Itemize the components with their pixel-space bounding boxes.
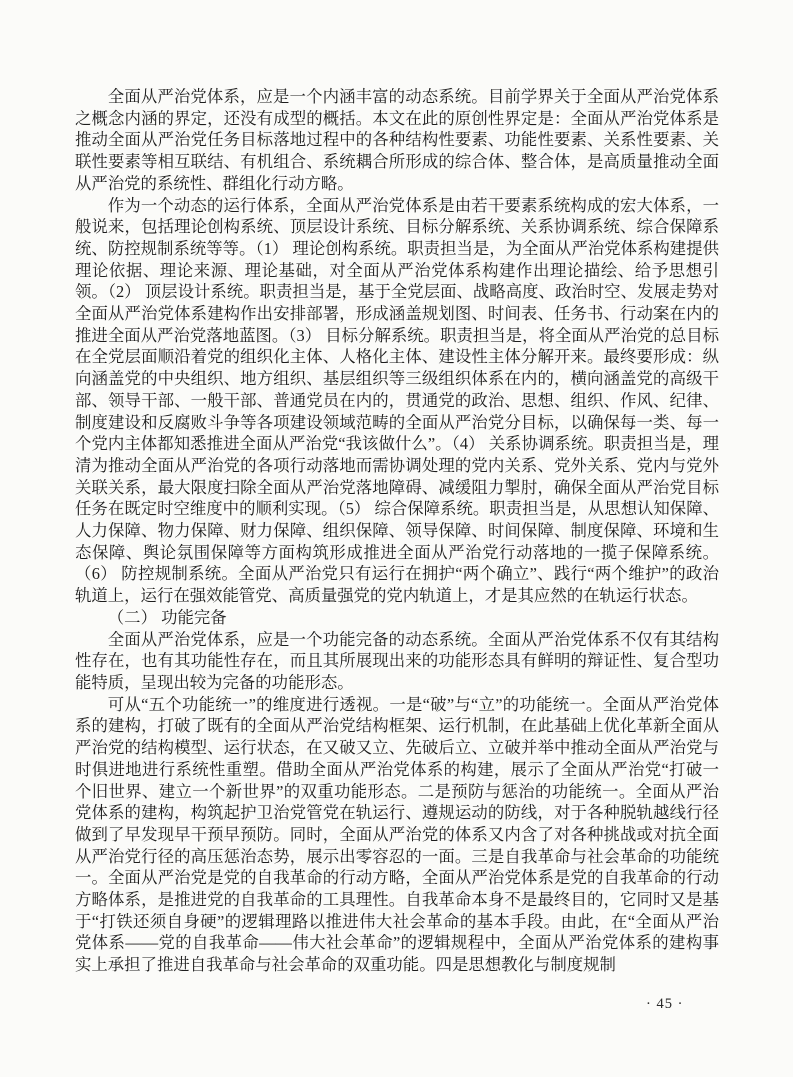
paragraph-five-unities: 可从“五个功能统一”的维度进行透视。一是“破”与“立”的功能统一。全面从严治党体系的建构，打破了既有的全面从严治党结构框架、运行机制，在此基础上优化革新全面从严治党的结构模型、运行状态，在又破又立、先破后立、立破并举中推动全面从严治党与时俱进地进行系统性重塑。借助全面从严治党体系的构建，展示了全面从严治党“打破一个旧世界、建立一个新世界”的双重功能形态。二是预防与惩治的功能统一。全面从严治党体系的建构，构筑起护卫治党管党在轨运行、遵规运动的防线，对于各种脱轨越线行径做到了早发现早干预早预防。同时，全面从严治党的体系又内含了对各种挑战或对抗全面从严治党行径的高压惩治态势，展示出零容忍的一面。三是自我革命与社会革命的功能统一。全面从严治党是党的自我革命的行动方略，全面从严治党体系是党的自我革命的行动方略体系，是推进党的自我革命的工具理性。自我革命本身不是最终目的，它同时又是基于“打铁还须自身硬”的逻辑理路以推进伟大社会革命的基本手段。由此，在“全面从严治党体系——党的自我革命——伟大社会革命”的逻辑规程中，全面从严治党体系的建构事实上承担了推进自我革命与社会革命的双重功能。四是思想教化与制度规制 xyxy=(75,694,719,975)
page-number: · 45 · xyxy=(646,996,684,1012)
body-text-block xyxy=(75,86,719,976)
paragraph-systems: 作为一个动态的运行体系，全面从严治党体系是由若干要素系统构成的宏大体系，一般说来，包括理论创构系统、顶层设计系统、目标分解系统、关系协调系统、综合保障系统、防控规制系统等等。（1） 理论创构系统。职责担当是，为全面从严治党体系构建提供理论依据、理论来源、理论基础，对全面从严治党体系构建作出理论描绘、给予思想引领。（2） 顶层设计系统。职责担当是，基于全党层面、战略高度、政治时空、发展走势对全面从严治党体系建构作出安排部署，形成涵盖规划图、时间表、任务书、行动案在内的推进全面从严治党落地蓝图。（3） 目标分解系统。职责担当是，将全面从严治党的总目标在全党层面顺沿着党的组织化主体、人格化主体、建设性主体分解开来。最终要形成：纵向涵盖党的中央组织、地方组织、基层组织等三级组织体系在内的，横向涵盖党的高级干部、领导干部、一般干部、普通党员在内的，贯通党的政治、思想、组织、作风、纪律、制度建设和反腐败斗争等各项建设领域范畴的全面从严治党分目标，以确保每一类、每一个党内主体都知悉推进全面从严治党“我该做什么”。（4） 关系协调系统。职责担当是，理清为推动全面从严治党的各项行动落地而需协调处理的党内关系、党外关系、党内与党外关联关系，最大限度扫除全面从严治党落地障碍、减缓阻力掣肘，确保全面从严治党目标任务在既定时空维度中的顺利实现。（5） 综合保障系统。职责担当是，从思想认知保障、人力保障、物力保障、财力保障、组织保障、领导保障、时间保障、制度保障、环境和生态保障、舆论氛围保障等方面构筑形成推进全面从严治党行动落地的一揽子保障系统。（6） 防控规制系统。全面从严治党只有运行在拥护“两个确立”、践行“两个维护”的政治轨道上，运行在强效能管党、高质量强党的党内轨道上，才是其应然的在轨运行状态。 xyxy=(75,195,719,606)
paragraph-definition: 全面从严治党体系，应是一个内涵丰富的动态系统。目前学界关于全面从严治党体系之概念内涵的界定，还没有成型的概括。本文在此的原创性界定是：全面从严治党体系是推动全面从严治党任务目标落地过程中的各种结构性要素、功能性要素、关系性要素、关联性要素等相互联结、有机组合、系统耦合所形成的综合体、整合体，是高质量推动全面从严治党的系统性、群组化行动方略。 xyxy=(75,87,719,193)
section-heading-function-complete: （二） 功能完备 xyxy=(107,607,227,627)
paragraph-function-intro: 全面从严治党体系，应是一个功能完备的动态系统。全面从严治党体系不仅有其结构性存在，也有其功能性存在，而且其所展现出来的功能形态具有鲜明的辩证性、复合型功能特质，呈现出较为完备的功能形态。 xyxy=(75,629,719,692)
